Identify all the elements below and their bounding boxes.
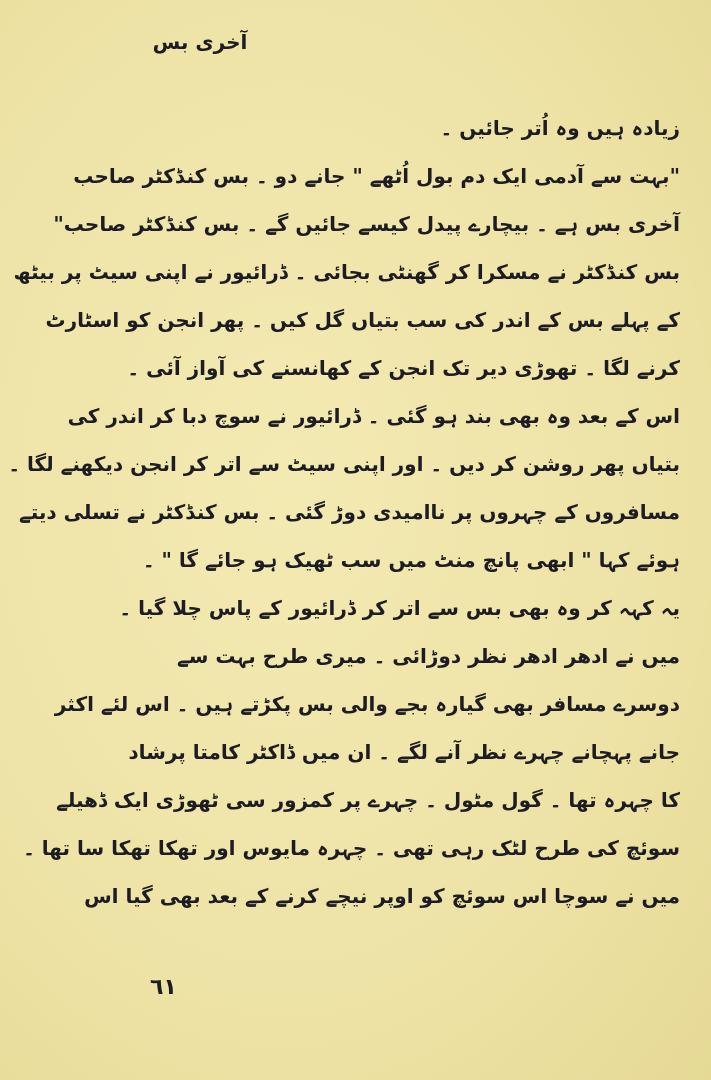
text-line: بتیاں پھر روشن کر دیں ۔ اور اپنی سیٹ سے اتر کر انجن دیکھنے لگا ۔ bbox=[8, 452, 680, 476]
text-line: اس کے بعد وہ بھی بند ہو گئی ۔ ڈرائیور نے سوچ دبا کر اندر کی bbox=[67, 404, 680, 428]
text-line: ہوئے کہا " ابھی پانچ منٹ میں سب ٹھیک ہو جائے گا " ۔ bbox=[142, 548, 680, 572]
text-line: کا چہرہ تھا ۔ گول مٹول ۔ چہرے پر کمزور سی ٹھوڑی ایک ڈھیلے bbox=[56, 788, 680, 812]
running-head: آخری بس bbox=[152, 30, 248, 54]
text-line: کے پہلے بس کے اندر کی سب بتیاں گل کیں ۔ پھر انجن کو اسٹارٹ bbox=[45, 308, 680, 332]
text-line: کرنے لگا ۔ تھوڑی دیر تک انجن کے کھانسنے کی آواز آئی ۔ bbox=[127, 356, 680, 380]
text-line: مسافروں کے چہروں پر ناامیدی دوڑ گئی ۔ بس کنڈکٹر نے تسلی دیتے bbox=[19, 500, 680, 524]
text-line: بس کنڈکٹر نے مسکرا کر گھنٹی بجائی ۔ ڈرائیور نے اپنی سیٹ پر بیٹھ bbox=[13, 260, 680, 284]
text-line: جانے پہچانے چہرے نظر آنے لگے ۔ ان میں ڈاکٹر کامتا پرشاد bbox=[128, 740, 680, 764]
text-line: آخری بس ہے ۔ بیچارے پیدل کیسے جائیں گے ۔ بس کنڈکٹر صاحب" bbox=[53, 212, 680, 236]
text-line: زیادہ ہیں وہ اُتر جائیں ۔ bbox=[440, 116, 680, 140]
text-line: سوئچ کی طرح لٹک رہی تھی ۔ چہرہ مایوس اور تھکا تھکا سا تھا ۔ bbox=[23, 836, 680, 860]
body-text bbox=[8, 104, 680, 920]
text-line: دوسرے مسافر بھی گیارہ بجے والی بس پکڑتے ہیں ۔ اس لئے اکثر bbox=[54, 692, 680, 716]
text-line: میں نے ادھر ادھر نظر دوڑائی ۔ میری طرح بہت سے bbox=[176, 644, 680, 668]
page-number: ٦١ bbox=[150, 975, 177, 1000]
text-line: میں نے سوچا اس سوئچ کو اوپر نیچے کرنے کے بعد بھی گیا اس bbox=[84, 884, 680, 908]
text-line: "بہت سے آدمی ایک دم بول اُٹھے " جانے دو ۔ بس کنڈکٹر صاحب bbox=[73, 164, 680, 188]
text-line: یہ کہہ کر وہ بھی بس سے اتر کر ڈرائیور کے پاس چلا گیا ۔ bbox=[119, 596, 680, 620]
